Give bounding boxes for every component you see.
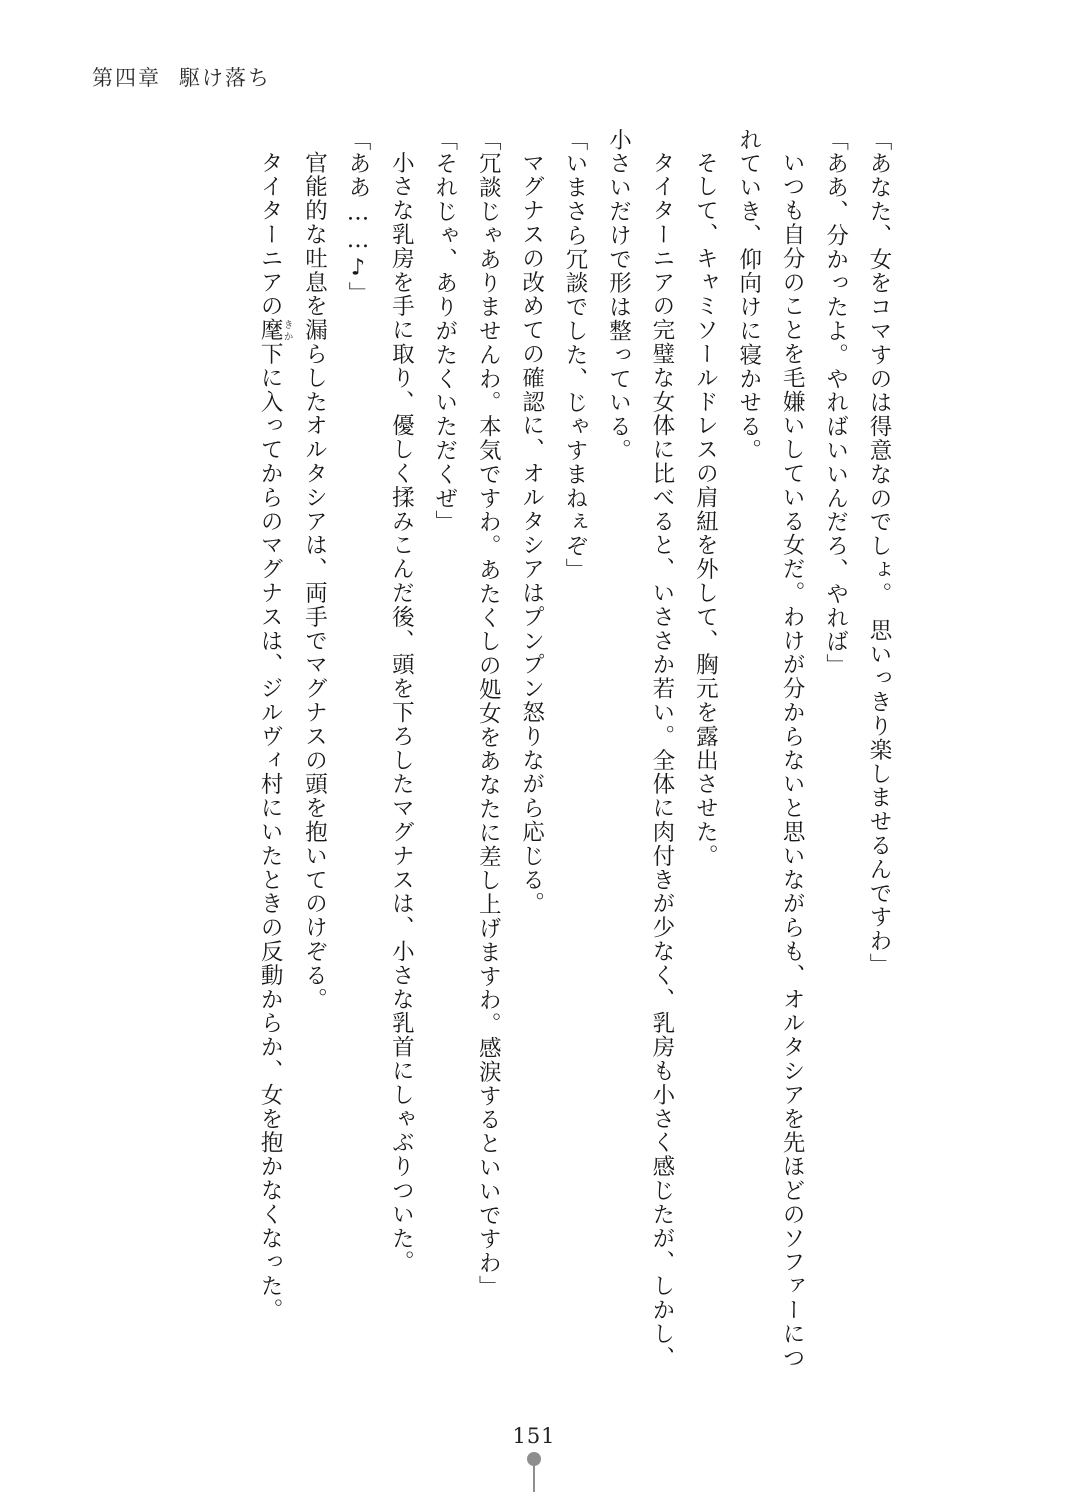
paragraph: 「ああ、分かったよ。やればいいんだろ、やれば」 — [822, 128, 849, 678]
paragraph: いつも自分のことを毛嫌いしている女だ。わけが分からないと思いながらも、オルタシアを先ほどのソファーにつれていき、仰向けに寝かせる。 — [735, 128, 806, 1370]
paragraph-text-lead: タイターニアの — [257, 150, 284, 318]
paragraph: 「いまさら冗談でした、じゃすまねぇぞ」 — [562, 128, 589, 583]
paragraph-with-ruby — [248, 128, 292, 1378]
body-text — [88, 128, 900, 1378]
ornament-stem — [533, 1464, 535, 1492]
paragraph: 「冗談じゃありませんわ。本気ですわ。あたくしの処女をあなたに差し上げますわ。感涙するといいですわ」 — [475, 128, 502, 1300]
paragraph: 「ああ……♪」 — [344, 128, 371, 306]
ruby-annotation — [257, 317, 293, 342]
page-number: 151 — [512, 1424, 556, 1448]
paragraph-text-tail: 下に入ってからのマグナスは、ジルヴィ村にいたときの反動からか、女を抱かなくなった。 — [257, 341, 284, 1322]
folio-ornament-icon — [527, 1452, 541, 1492]
paragraph: タイターニアの完璧な女体に比べると、いささか若い。全体に肉付きが少なく、乳房も小さく感じたが、しかし、小さいだけで形は整っている。 — [605, 128, 675, 1370]
paragraph: 「それじゃ、ありがたくいただくぜ」 — [431, 128, 458, 535]
paragraph: そして、キャミソールドレスの肩紐を外して、胸元を露出させた。 — [692, 150, 719, 868]
chapter-number: 第四章 — [92, 66, 161, 90]
ruby-reading: きか — [281, 317, 293, 342]
ruby-base: 麾 — [257, 317, 284, 342]
paragraph: 「あなた、女をコマすのは得意なのでしょ。 思いっきり楽しませるんですわ」 — [866, 128, 892, 978]
chapter-title: 駆け落ち — [179, 66, 271, 90]
running-head — [92, 62, 271, 92]
paragraph: 小さな乳房を手に取り、優しく揉みこんだ後、頭を下ろしたマグナスは、小さな乳首にしゃぶりついた。 — [388, 150, 415, 1274]
paragraph: マグナスの改めての確認に、オルタシアはプンプン怒りながら応じる。 — [518, 150, 545, 916]
paragraph: 官能的な吐息を漏らしたオルタシアは、両手でマグナスの頭を抱いてのけぞる。 — [301, 150, 328, 1011]
